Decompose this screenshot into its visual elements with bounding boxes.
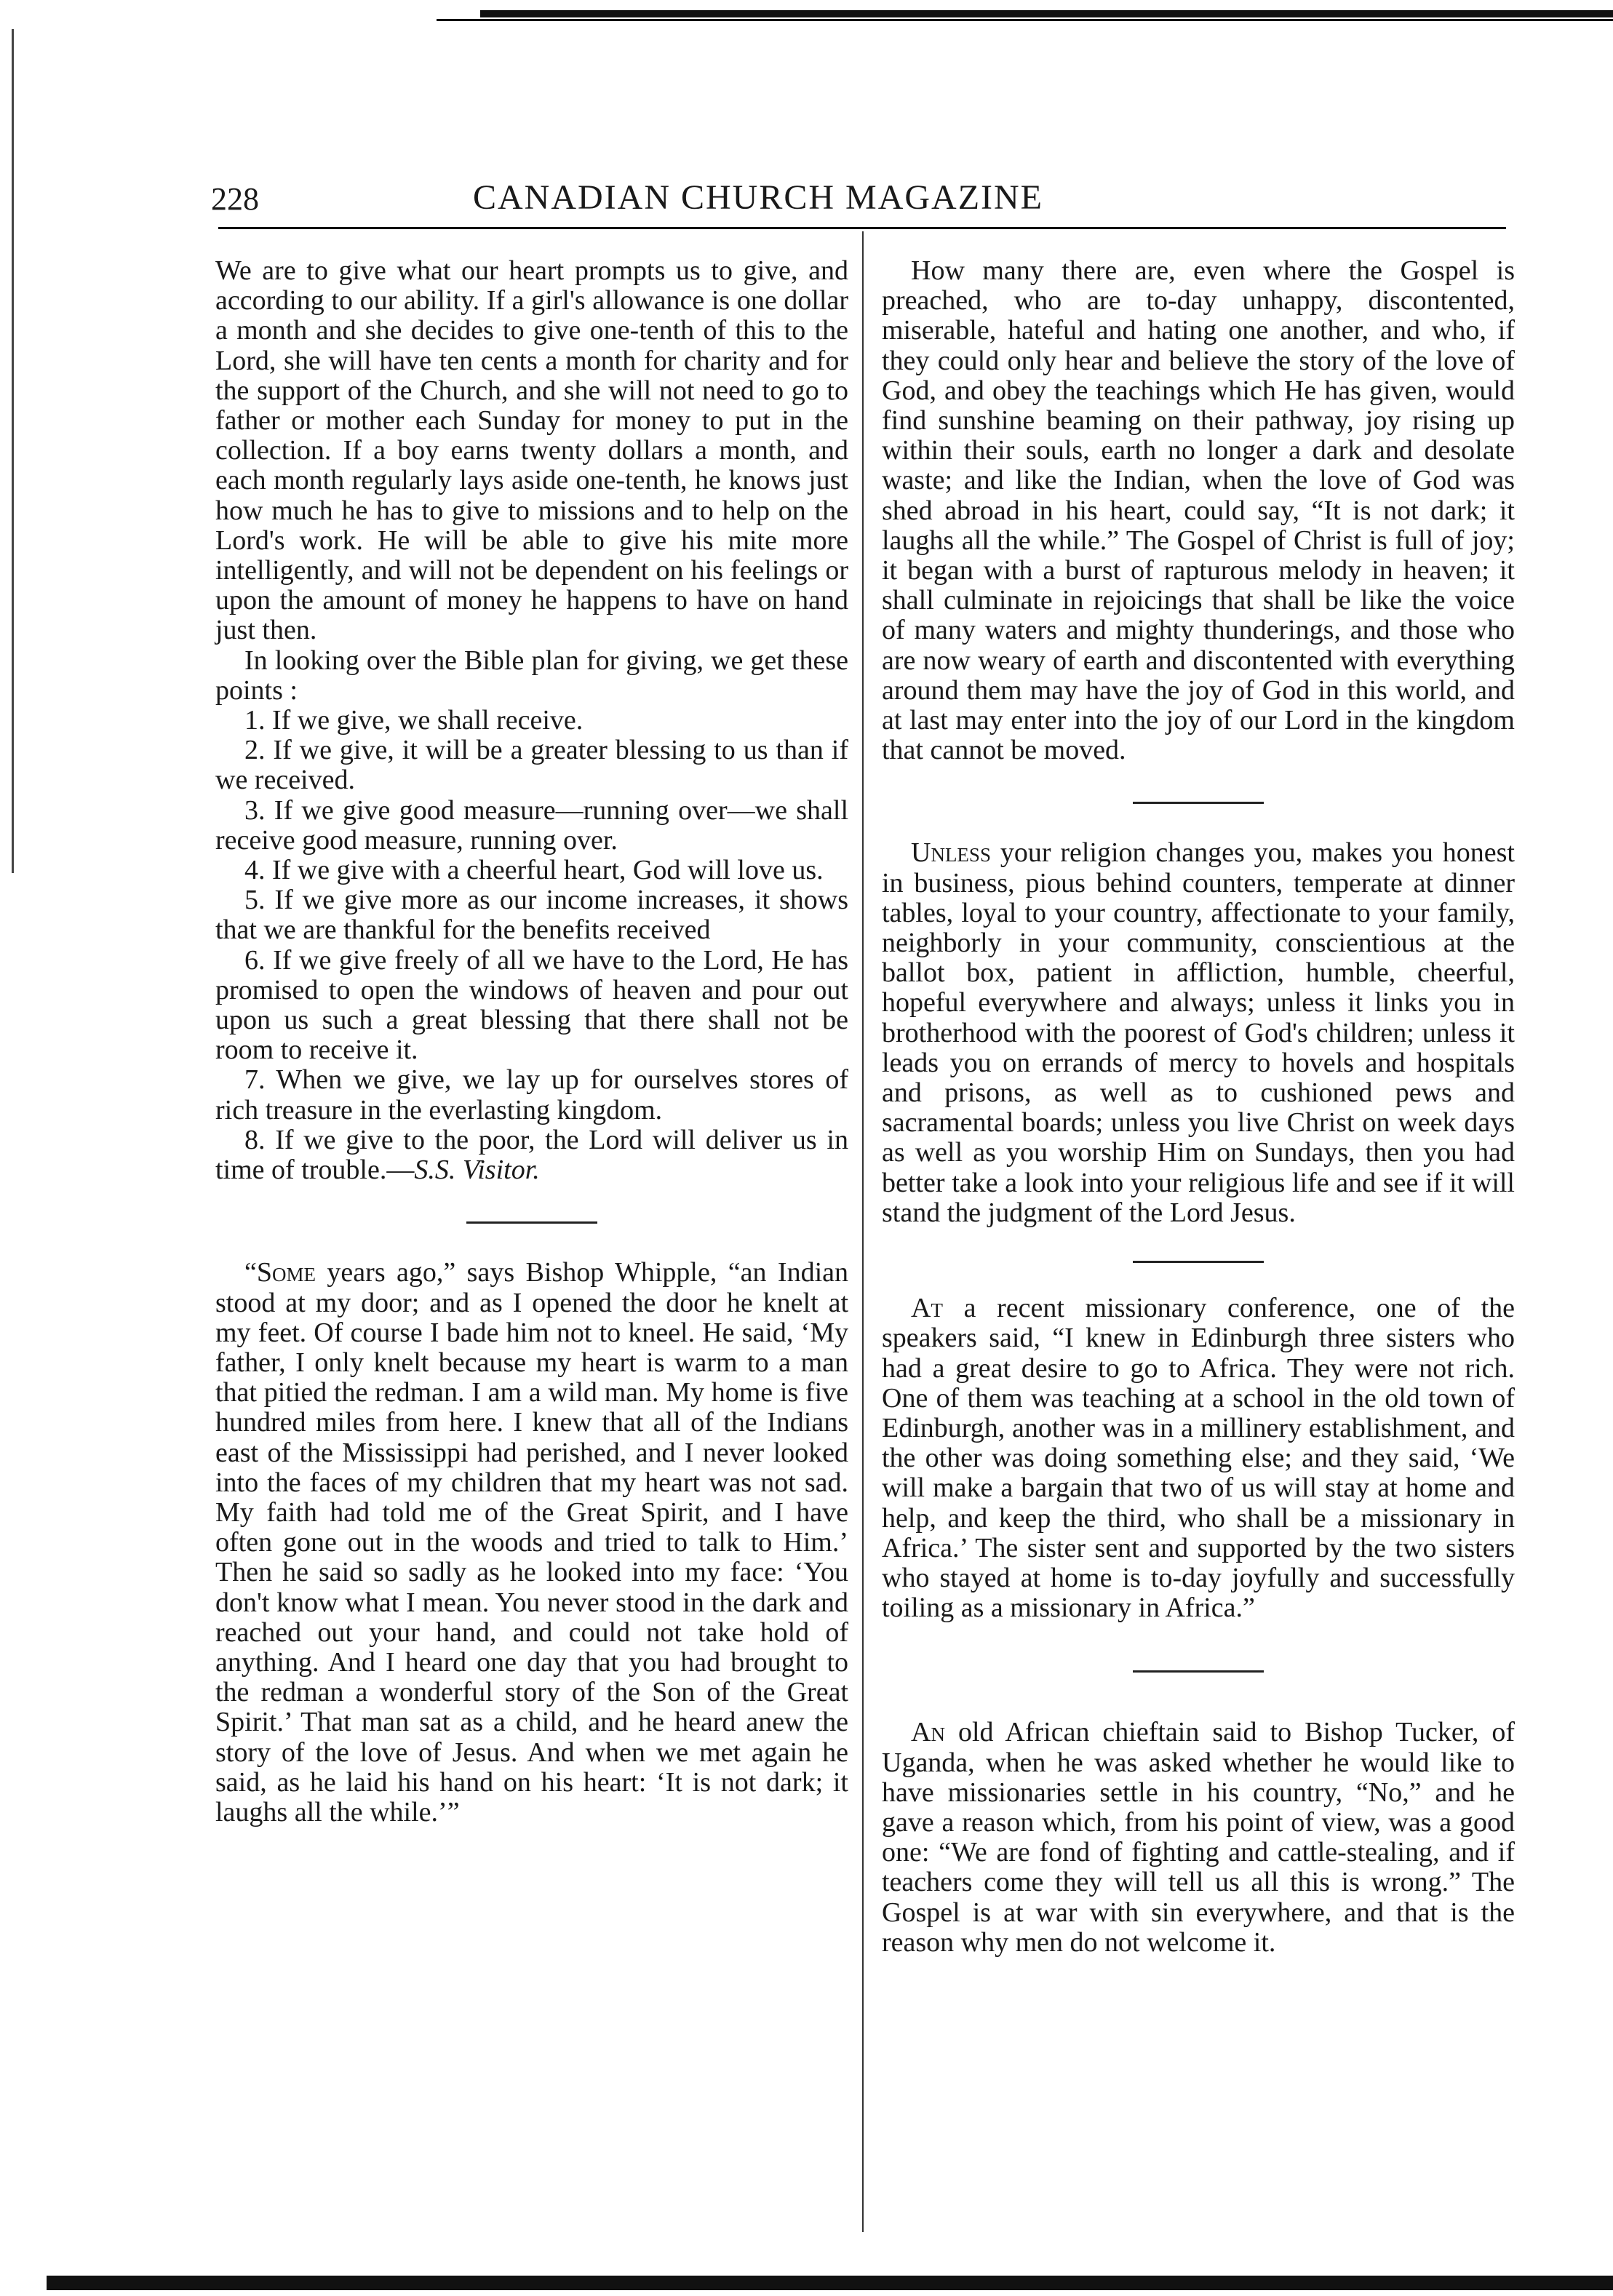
chieftain-paragraph: [882, 1718, 1515, 1958]
source-citation: S.S. Visitor.: [414, 1155, 540, 1186]
section-separator: [882, 1623, 1515, 1718]
conference-paragraph: [882, 1294, 1515, 1623]
point-item: 2. If we give, it will be a greater blessing to us than if we received.: [215, 735, 848, 796]
column-divider: [862, 231, 864, 2232]
whipple-story-text: years ago,” says Bishop Whipple, “an Indian stood at my door; and as I opened the door he knelt at my feet. Of course I bade him not to kneel. He said, ‘My father, I only knelt because my heart is warm to a man that pitied the redman. I am a wild man. My home is five hundred miles from here. I knew that all of the Indians east of the Mississippi had perished, and I never looked into the faces of my children that my heart was not sad. My faith had told me of the Great Spirit, and I have often gone out in the woods and tried to talk to Him.’ Then he said so sadly as he looked into my face: ‘You don't know what I mean. You never stood in the dark and reached out your hand, and could not take hold of anything. And I heard one day that you had brought to the redman a wonderful story of the Son of the Great Spirit.’ That man sat as a child, and he heard anew the story of the love of Jesus. And when we met again he said, as he laid his hand on his heart: ‘It is not dark; it laughs all the while.’”: [215, 1257, 848, 1827]
top-border-rule-thin: [437, 19, 1613, 21]
gospel-joy-paragraph: How many there are, even where the Gospel is preached, who are to-day unhappy, discontented, miserable, hateful and hating one another, and who, if they could only hear and believe the story of the love of God, and obey the teachings which He has given, would find sunshine beaming on their pathway, joy rising up within their souls, earth no longer a dark and desolate waste; and like the Indian, when the love of God was shed abroad in his heart, could say, “It is not dark; it laughs all the while.” The Gospel of Christ is full of joy; it began with a burst of rapturous melody in heaven; it shall culminate in rejoicings that shall be like the voice of many waters and mighty thunderings, and those who are now weary of earth and discontented with everything around them may have the joy of God in this world, and at last may enter into the joy of our Lord in the kingdom that cannot be moved.: [882, 255, 1515, 766]
whipple-story-paragraph: [215, 1258, 848, 1827]
conference-text: a recent missionary conference, one of the speakers said, “I knew in Edinburgh three sisters who had a great desire to go to Africa. They were not rich. One of them was teaching at a school in the old town of Edinburgh, another was in a millinery establishment, and the other was doing something else; and they said, ‘We will make a bargain that two of us will stay at home and help, and keep the third, who shall be a missionary in Africa.’ The sister sent and supported by the two sisters who stayed at home is to-day joyfully and successfully toiling as a missionary in Africa.”: [882, 1293, 1515, 1624]
chieftain-lead-word: An: [911, 1717, 945, 1748]
left-column: [215, 256, 848, 1827]
right-column: [882, 256, 1515, 1958]
section-separator: [882, 1228, 1515, 1294]
point-item: 5. If we give more as our income increases, it shows that we are thankful for the benefits received: [215, 885, 848, 946]
giving-intro-paragraph: We are to give what our heart prompts us to give, and according to our ability. If a girl's allowance is one dollar a month and she decides to give one-tenth of this to the Lord, she will have ten cents a month for charity and for the support of the Church, and she will not need to go to father or mother each Sunday for money to put in the collection. If a boy earns twenty dollars a month, and each month regularly lays aside one-tenth, he knows just how much he has to give to missions and to help on the Lord's work. He will be able to give his mite more intelligently, and will not be dependent on his feelings or upon the amount of money he happens to have on hand just then.: [215, 255, 848, 646]
point-item: 1. If we give, we shall receive.: [244, 705, 584, 736]
religion-text: your religion changes you, makes you honest in business, pious behind counters, temperate at dinner tables, loyal to your country, affectionate to your family, neighborly in your community, conscientious at the ballot box, patient in affliction, humble, cheerful, hopeful everywhere and always; unless it links you in brotherhood with the poorest of God's children; unless it leads you on errands of mercy to hovels and hospitals and prisons, as well as to cushioned pews and sacramental boards; unless you live Christ on week days as well as you worship Him on Sundays, then you had better take a look into your religious life and see if it will stand the judgment of the Lord Jesus.: [882, 837, 1515, 1228]
conference-lead-word: At: [911, 1293, 943, 1324]
header-rule: [218, 227, 1506, 229]
point-item-last: [215, 1125, 848, 1185]
last-point-text: 8. If we give to the poor, the Lord will deliver us in time of trouble.—: [215, 1124, 848, 1186]
bottom-border-rule: [47, 2276, 1613, 2290]
left-edge-mark: [12, 29, 14, 873]
magazine-title: CANADIAN CHURCH MAGAZINE: [473, 178, 1043, 217]
religion-lead-word: Unless: [911, 837, 991, 869]
points-intro: In looking over the Bible plan for giving, we get these points :: [215, 645, 848, 706]
chieftain-text: old African chieftain said to Bishop Tucker, of Uganda, when he was asked whether he would like to have missionaries settle in his country, “No,” and he gave a reason which, from his point of view, was a good one: “We are fond of fighting and cattle-stealing, and if teachers come they will tell us all this is wrong.” The Gospel is at war with sin everywhere, and that is the reason why men do not welcome it.: [882, 1717, 1515, 1958]
religion-paragraph: [882, 838, 1515, 1228]
page-number: 228: [211, 181, 259, 217]
section-separator: [215, 1185, 848, 1258]
top-border-rule: [480, 10, 1613, 17]
point-item: 7. When we give, we lay up for ourselves stores of rich treasure in the everlasting kingdom.: [215, 1064, 848, 1125]
point-item: 6. If we give freely of all we have to the Lord, He has promised to open the windows of heaven and pour out upon us such a great blessing that there shall not be room to receive it.: [215, 944, 848, 1066]
whipple-lead-word: “Some: [244, 1257, 316, 1288]
section-separator: [882, 765, 1515, 838]
point-item: 4. If we give with a cheerful heart, God will love us.: [244, 855, 824, 886]
point-item: 3. If we give good measure—running over—we shall receive good measure, running over.: [215, 794, 848, 856]
